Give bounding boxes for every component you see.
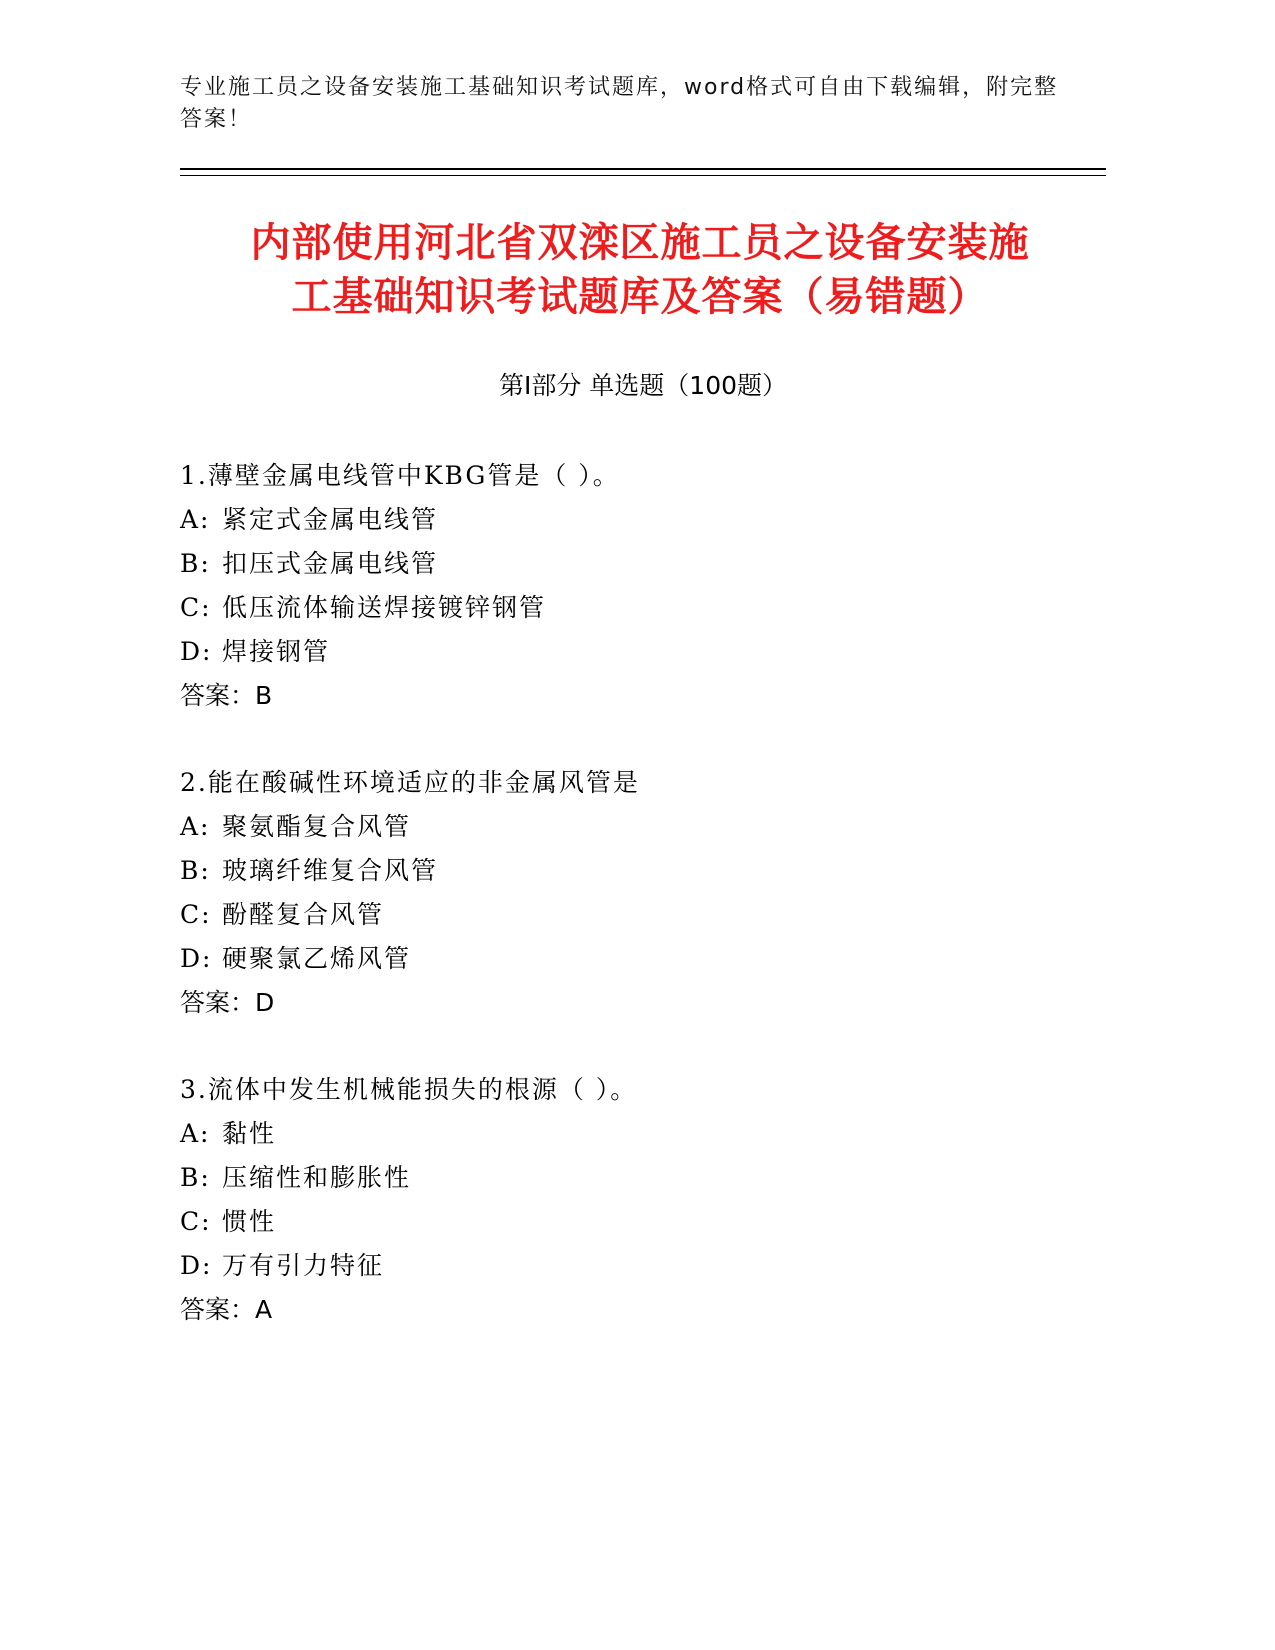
option-key: C: xyxy=(180,1207,212,1236)
question-stem: 2.能在酸碱性环境适应的非金属风管是 xyxy=(180,768,640,797)
question-2 xyxy=(180,761,1106,1025)
option-b xyxy=(180,1156,1106,1200)
option-b xyxy=(180,849,1106,893)
question-1 xyxy=(180,454,1106,718)
title-line-2: 工基础知识考试题库及答案（易错题） xyxy=(291,274,989,320)
option-d xyxy=(180,630,1106,674)
option-text: 硬聚氯乙烯风管 xyxy=(222,944,412,973)
option-key: A: xyxy=(180,1119,211,1148)
option-key: C: xyxy=(180,900,212,929)
option-c xyxy=(180,586,1106,630)
option-text: 惯性 xyxy=(222,1207,277,1236)
question-list xyxy=(180,454,1106,1375)
header-note: 专业施工员之设备安装施工基础知识考试题库，word格式可自由下载编辑，附完整答案！ xyxy=(180,75,1059,132)
option-text: 玻璃纤维复合风管 xyxy=(222,856,439,885)
option-a xyxy=(180,805,1106,849)
option-a xyxy=(180,1112,1106,1156)
option-text: 聚氨酯复合风管 xyxy=(222,812,412,841)
option-text: 扣压式金属电线管 xyxy=(222,549,439,578)
header-divider-thick xyxy=(180,168,1106,170)
section-title: 第Ⅰ部分 单选题（100题） xyxy=(498,371,788,400)
option-key: B: xyxy=(180,856,211,885)
option-a xyxy=(180,498,1106,542)
option-key: A: xyxy=(180,812,211,841)
option-text: 压缩性和膨胀性 xyxy=(222,1163,412,1192)
title-line-1: 内部使用河北省双滦区施工员之设备安装施 xyxy=(250,220,1030,266)
option-d xyxy=(180,1244,1106,1288)
option-key: C: xyxy=(180,593,212,622)
option-text: 黏性 xyxy=(222,1119,277,1148)
option-c xyxy=(180,893,1106,937)
header-divider-thin xyxy=(180,175,1106,176)
option-key: B: xyxy=(180,549,211,578)
option-b xyxy=(180,542,1106,586)
option-key: D: xyxy=(180,637,213,666)
option-text: 低压流体输送焊接镀锌钢管 xyxy=(222,593,547,622)
option-key: D: xyxy=(180,1251,213,1280)
answer: 答案：D xyxy=(180,988,275,1017)
option-key: A: xyxy=(180,505,211,534)
answer: 答案：A xyxy=(180,1295,273,1324)
question-3 xyxy=(180,1068,1106,1332)
option-text: 焊接钢管 xyxy=(222,637,331,666)
answer: 答案：B xyxy=(180,681,273,710)
option-key: B: xyxy=(180,1163,211,1192)
question-stem: 3.流体中发生机械能损失的根源（ ）。 xyxy=(180,1075,638,1104)
document-title xyxy=(160,216,1120,324)
option-text: 酚醛复合风管 xyxy=(222,900,385,929)
option-d xyxy=(180,937,1106,981)
option-text: 万有引力特征 xyxy=(222,1251,385,1280)
option-key: D: xyxy=(180,944,213,973)
question-stem: 1.薄壁金属电线管中KBG管是（ ）。 xyxy=(180,461,620,490)
option-text: 紧定式金属电线管 xyxy=(222,505,439,534)
option-c xyxy=(180,1200,1106,1244)
